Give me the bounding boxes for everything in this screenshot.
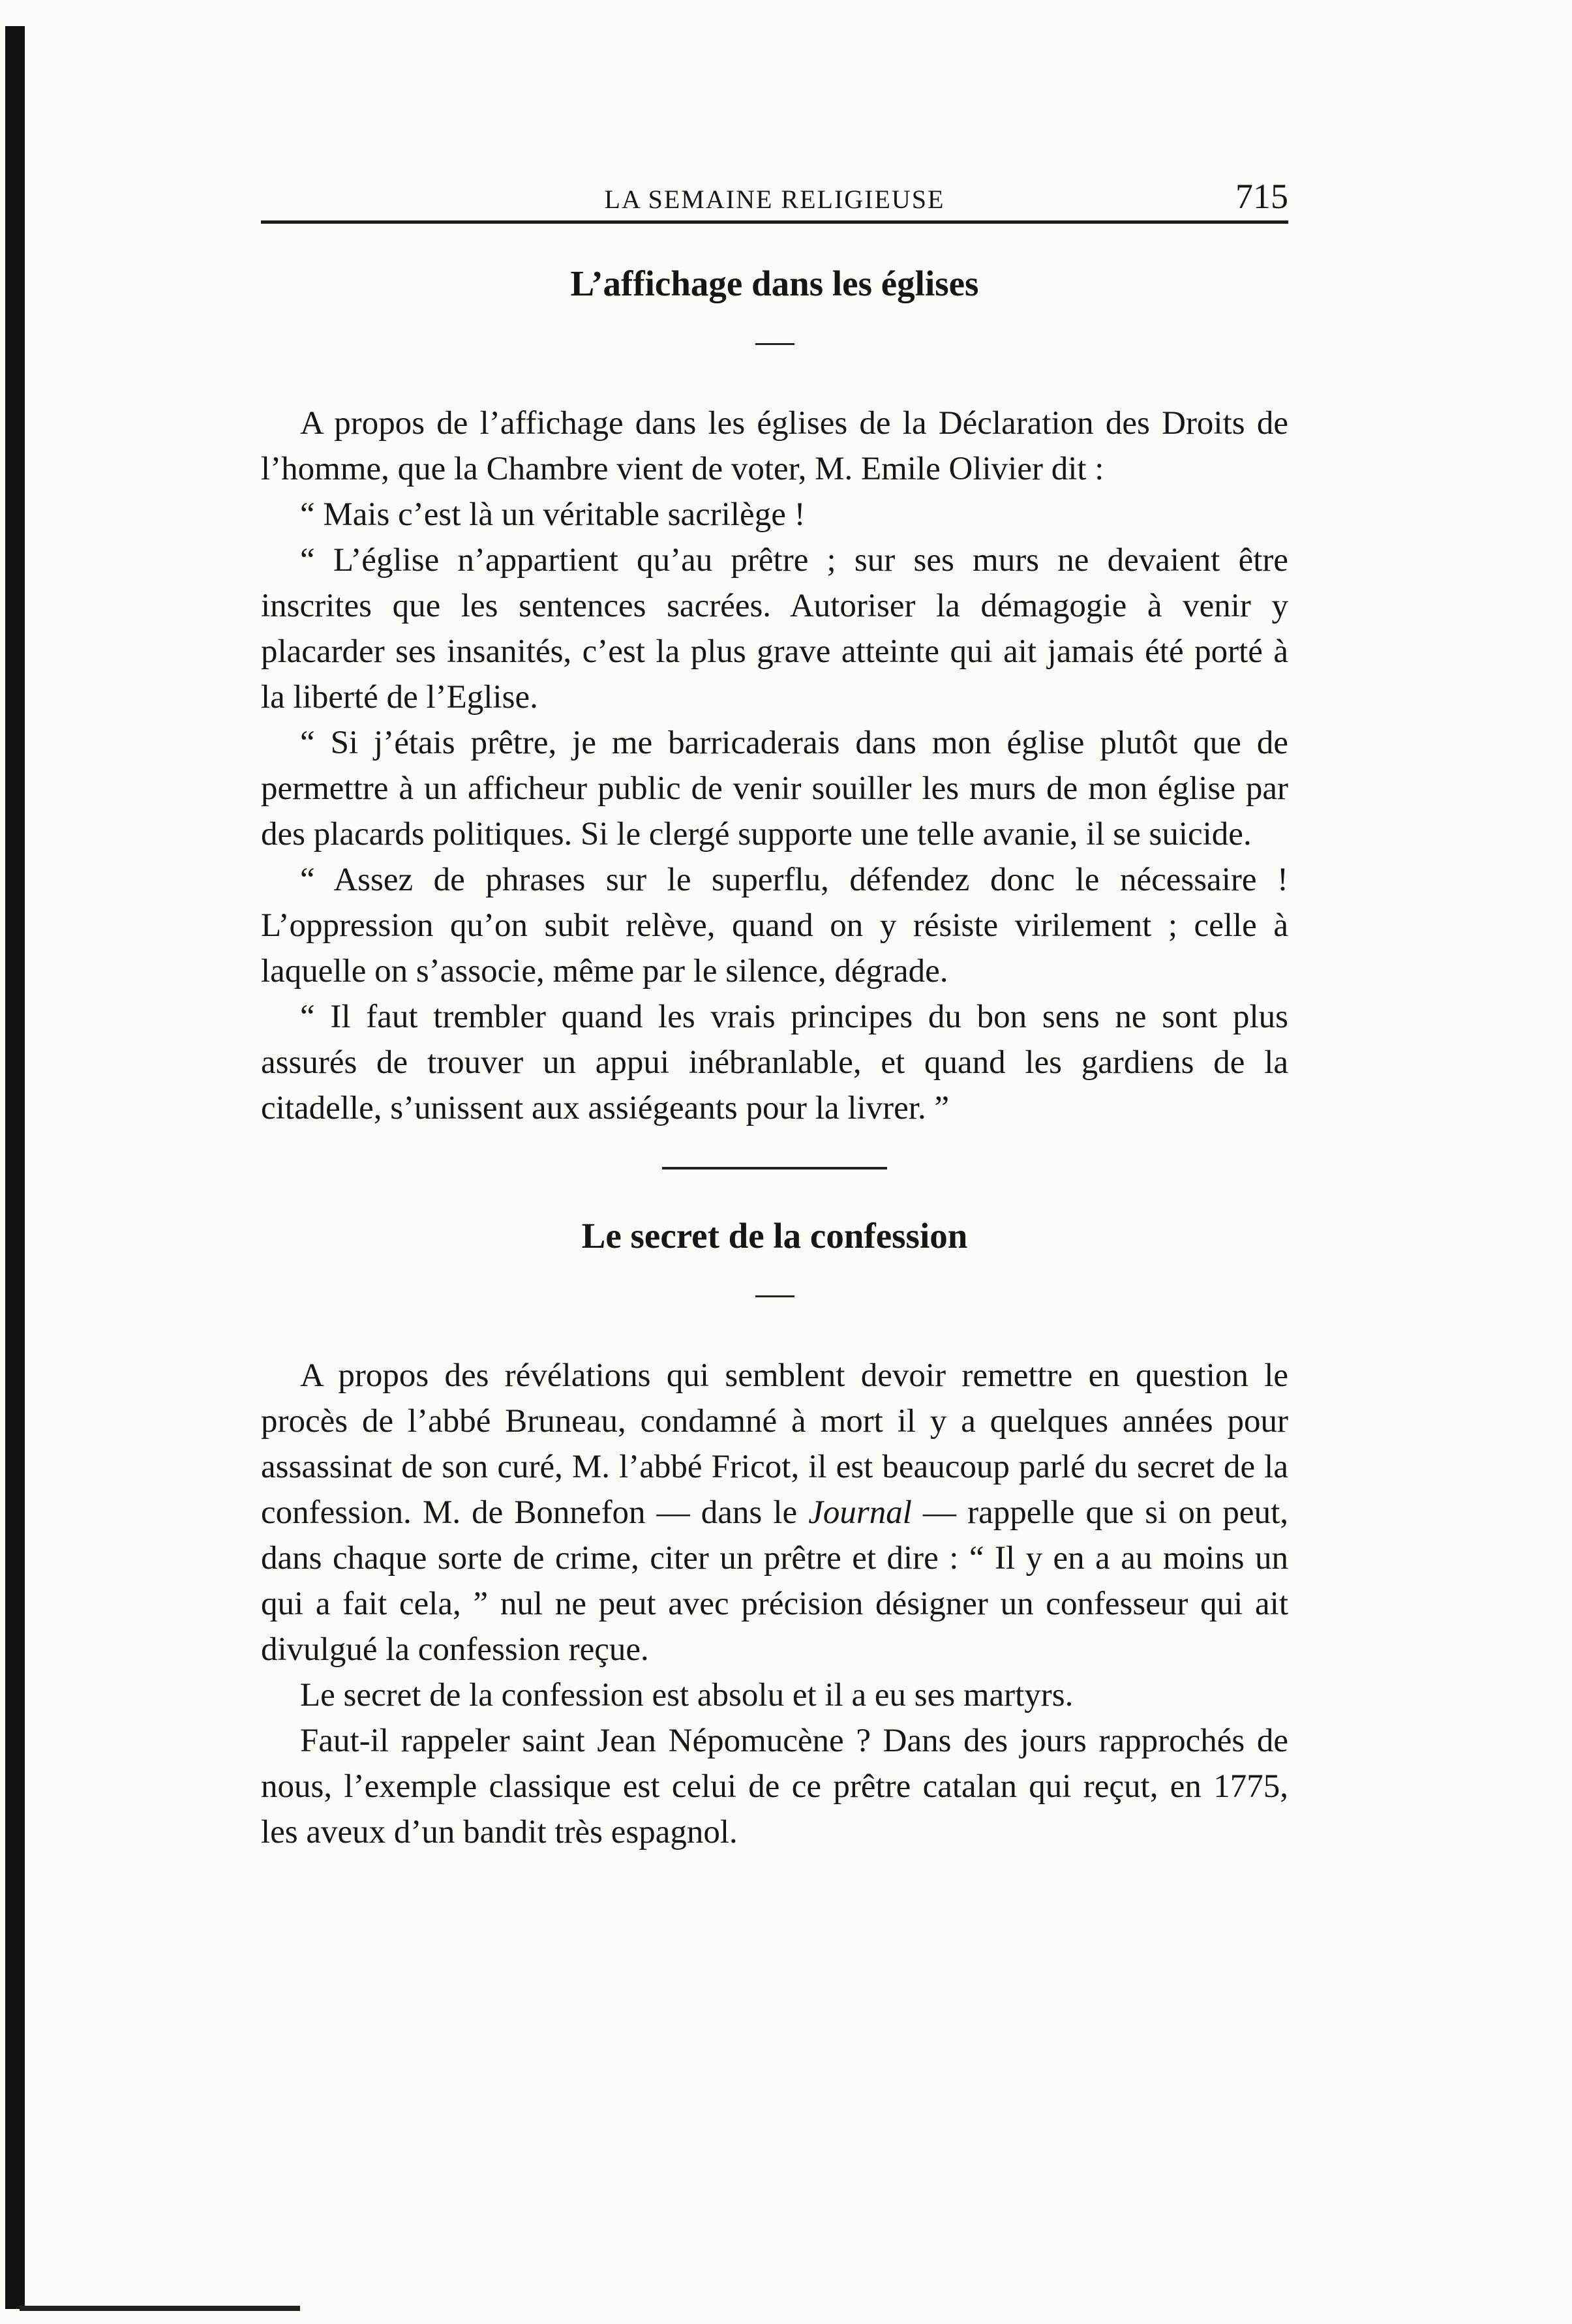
scan-binding-edge bbox=[5, 26, 25, 2309]
text-run: — rappelle que si on peut, dans chaque sorte de crime, citer un prêtre et dire : “ Il y en a au moins un qui a fait cela, ” nul ne peut avec précision désigner un confesseur qui ait divulgué la confession reçue. bbox=[261, 1494, 1288, 1668]
text-run: A propos des révélations qui semblent devoir remettre en question le procès de l’abbé Bruneau, condamné à mort il y a quelques années pour assassinat de son curé, M. l’abbé Fricot, il est beaucoup parlé du secret de la confession. M. de Bonnefon — dans le bbox=[261, 1357, 1288, 1531]
running-title: LA SEMAINE RELIGIEUSE bbox=[604, 185, 945, 214]
section-body-confession bbox=[261, 1353, 1288, 1855]
section-body-affichage bbox=[261, 400, 1288, 1131]
paragraph bbox=[261, 1353, 1288, 1672]
paragraph: A propos de l’affichage dans les églises de la Déclaration des Droits de l’homme, que la Chambre vient de voter, M. Emile Olivier dit : bbox=[261, 405, 1288, 487]
document-page bbox=[261, 176, 1288, 1855]
paragraph: “ Mais c’est là un véritable sacrilège ! bbox=[300, 496, 806, 533]
paragraph: “ Il faut trembler quand les vrais principes du bon sens ne sont plus assurés de trouver un appui inébranlable, et quand les gardiens de la citadelle, s’unissent aux assiégeants pour la livrer. ” bbox=[261, 999, 1288, 1126]
section-title-confession: Le secret de la confession bbox=[581, 1216, 968, 1256]
section-separator bbox=[662, 1167, 887, 1170]
paragraph: Faut-il rappeler saint Jean Népomucène ? Dans des jours rapprochés de nous, l’exemple classique est celui de ce prêtre catalan qui reçut, en 1775, les aveux d’un bandit très espagnol. bbox=[261, 1723, 1288, 1850]
page-header bbox=[261, 176, 1288, 217]
paragraph: “ Assez de phrases sur le superflu, défendez donc le nécessaire ! L’oppression qu’on subit relève, quand on y résiste virilement ; celle à laquelle on s’associe, même par le silence, dégrade. bbox=[261, 862, 1288, 989]
journal-title: Journal bbox=[808, 1494, 912, 1531]
title-dash bbox=[755, 343, 794, 345]
section-title-affichage: L’affichage dans les églises bbox=[570, 264, 979, 303]
page-number: 715 bbox=[1235, 177, 1288, 216]
paragraph: “ L’église n’appartient qu’au prêtre ; sur ses murs ne devaient être inscrites que les sentences sacrées. Autoriser la démagogie à venir y placarder ses insanités, c’est la plus grave atteinte qui ait jamais été porté à la liberté de l’Eglise. bbox=[261, 542, 1288, 716]
title-dash bbox=[755, 1295, 794, 1297]
header-rule bbox=[261, 220, 1288, 224]
paragraph: Le secret de la confession est absolu et il a eu ses martyrs. bbox=[300, 1677, 1074, 1713]
scan-bottom-edge bbox=[20, 2306, 300, 2311]
paragraph: “ Si j’étais prêtre, je me barricaderais dans mon église plutôt que de permettre à un afficheur public de venir souiller les murs de mon église par des placards politiques. Si le clergé supporte une telle avanie, il se suicide. bbox=[261, 725, 1288, 853]
